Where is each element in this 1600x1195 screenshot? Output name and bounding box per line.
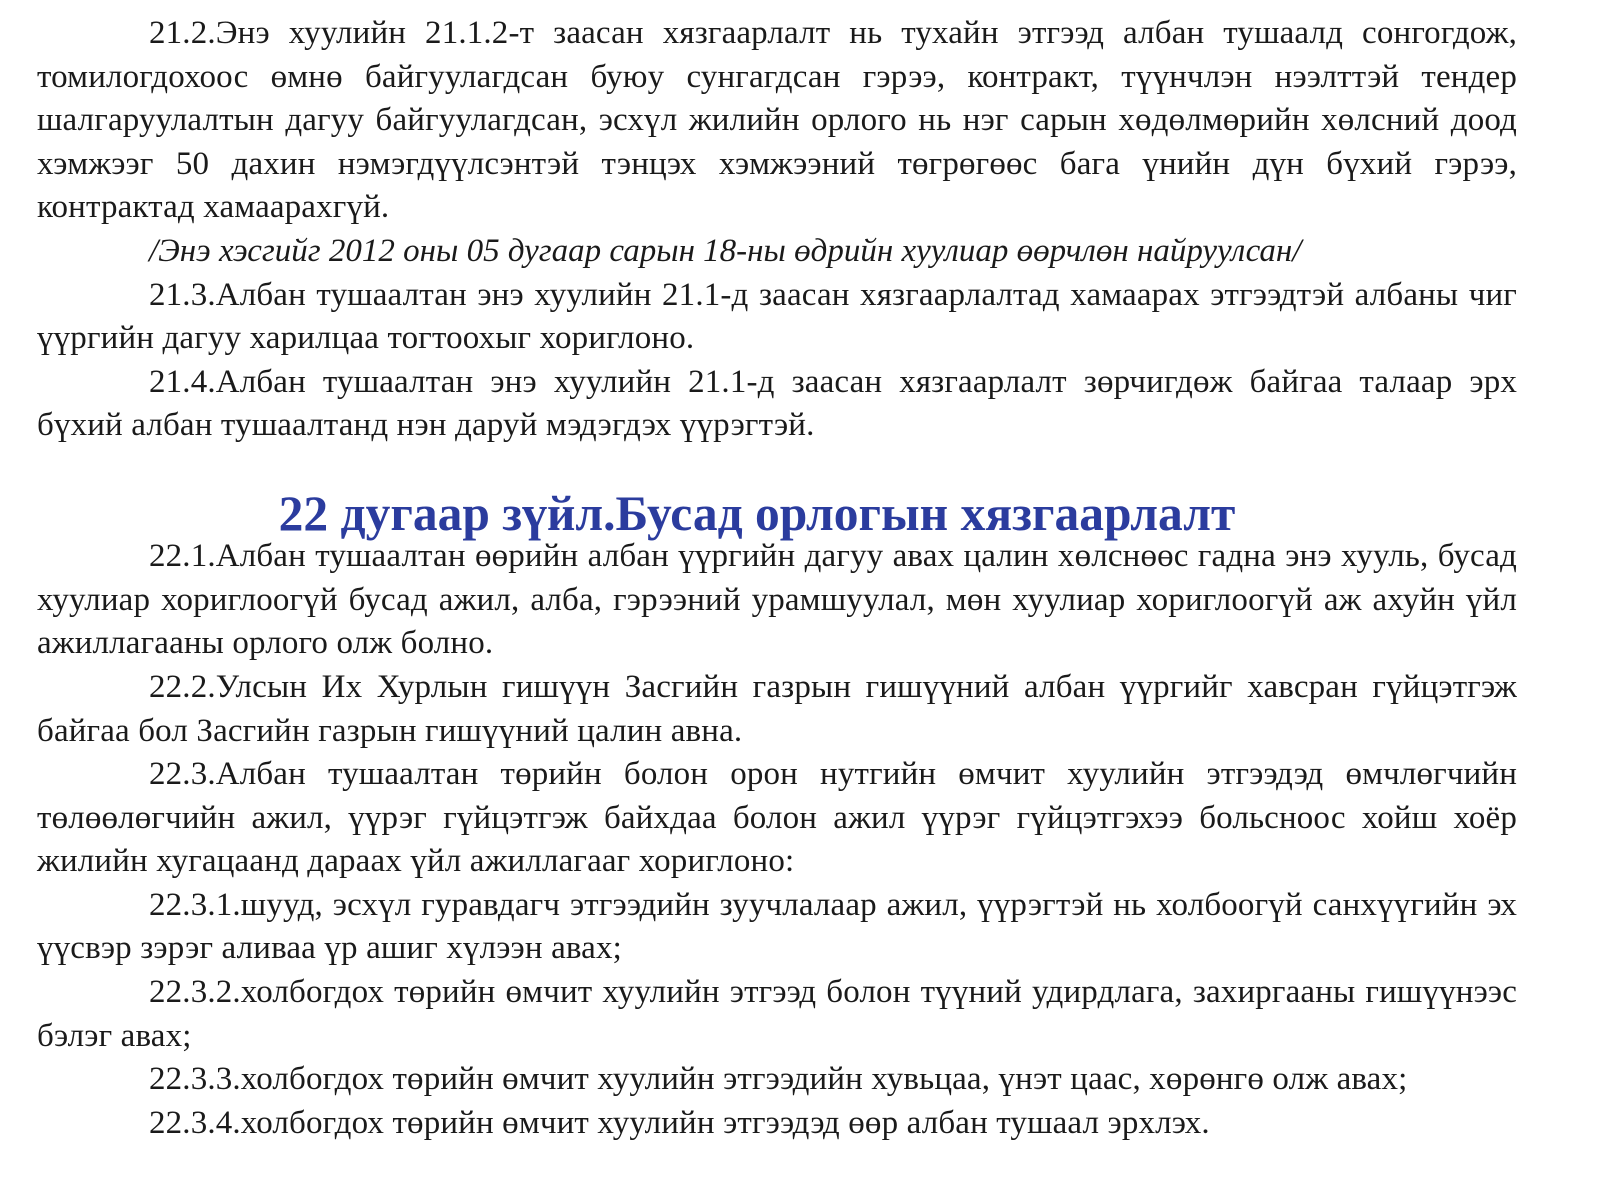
document-page — [37, 12, 1517, 1145]
amendment-note: /Энэ хэсгийг 2012 оны 05 дугаар сарын 18-ны өдрийн хуулиар өөрчлөн найруулсан/ — [149, 232, 1302, 269]
paragraph-21-3: 21.3.Албан тушаалтан энэ хуулийн 21.1-д заасан хязгаарлалтад хамаарах этгээдтэй албаны чиг үүргийн дагуу харилцаа тогтоохыг хориглоно. — [37, 276, 1517, 357]
paragraph-22-2: 22.2.Улсын Их Хурлын гишүүн Засгийн газрын гишүүний албан үүргийг хавсран гүйцэтгэж байгаа бол Засгийн газрын гишүүний цалин авна. — [37, 668, 1517, 749]
paragraph-22-3-3: 22.3.3.холбогдох төрийн өмчит хуулийн этгээдийн хувьцаа, үнэт цаас, хөрөнгө олж авах; — [149, 1061, 1408, 1098]
paragraph-22-3: 22.3.Албан тушаалтан төрийн болон орон нутгийн өмчит хуулийн этгээдэд өмчлөгчийн төлөөлөгчийн ажил, үүрэг гүйцэтгэж байхдаа болон ажил үүрэг гүйцэтгэхээ больсноос хойш хоёр жилийн хугацаанд дараах үйл ажиллагааг хориглоно: — [37, 756, 1517, 880]
paragraph-22-3-4: 22.3.4.холбогдох төрийн өмчит хуулийн этгээдэд өөр албан тушаал эрхлэх. — [149, 1104, 1210, 1141]
paragraph-21-4: 21.4.Албан тушаалтан энэ хуулийн 21.1-д заасан хязгаарлалт зөрчигдөж байгаа талаар эрх бүхий албан тушаалтанд нэн даруй мэдэгдэх үүрэгтэй. — [37, 363, 1517, 444]
paragraph-22-3-2: 22.3.2.холбогдох төрийн өмчит хуулийн этгээд болон түүний удирдлага, захиргааны гишүүнээс бэлэг авах; — [37, 974, 1517, 1054]
paragraph-22-3-1: 22.3.1.шууд, эсхүл гуравдагч этгээдийн зуучлалаар ажил, үүрэгтэй нь холбоогүй санхүүгийн эх үүсвэр зэрэг аливаа үр ашиг хүлээн авах; — [37, 886, 1517, 967]
paragraph-21-2: 21.2.Энэ хуулийн 21.1.2-т заасан хязгаарлалт нь тухайн этгээд албан тушаалд сонгогдож, томилогдохоос өмнө байгуулагдсан буюу сунгагдсан гэрээ, контракт, түүнчлэн нээлттэй тендер шалгаруулалтын дагуу байгуулагдсан, эсхүл жилийн орлого нь нэг сарын хөдөлмөрийн хөлсний доод хэмжээг 50 дахин нэмэгдүүлсэнтэй тэнцэх хэмжээний төгрөгөөс бага үнийн дүн бүхий гэрээ, контрактад хамаарахгүй. — [37, 15, 1517, 226]
section-heading-22: 22 дугаар зүйл.Бусад орлогын хязгаарлалт — [278, 485, 1236, 541]
section-spacer — [37, 448, 1517, 492]
paragraph-22-1: 22.1.Албан тушаалтан өөрийн албан үүргийн дагуу авах цалин хөлснөөс гадна энэ хууль, бусад хуулиар хориглоогүй бусад ажил, алба, гэрээний урамшуулал, мөн хуулиар хориглоогүй аж ахуйн үйл ажиллагааны орлого олж болно. — [37, 538, 1517, 662]
